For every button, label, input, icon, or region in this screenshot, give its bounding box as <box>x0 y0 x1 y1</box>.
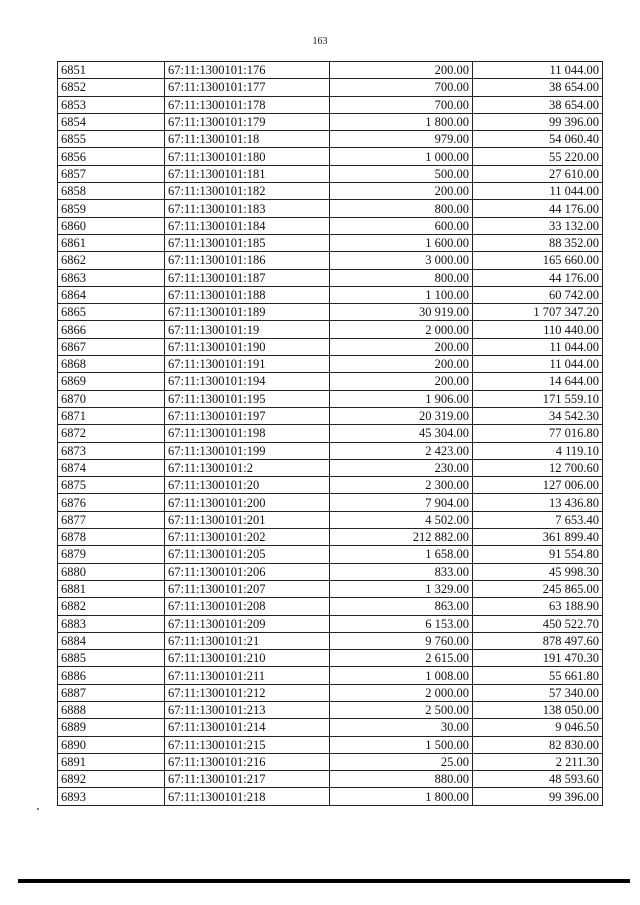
table-row <box>58 234 603 251</box>
area-cell: 6 153.00 <box>330 615 473 632</box>
area-cell: 1 100.00 <box>330 286 473 303</box>
cadastral-number-cell: 67:11:1300101:201 <box>165 511 330 528</box>
table-row <box>58 425 603 442</box>
row-number-cell: 6885 <box>58 650 165 667</box>
row-number-cell: 6872 <box>58 425 165 442</box>
cadastral-number-cell: 67:11:1300101:191 <box>165 356 330 373</box>
area-cell: 30 919.00 <box>330 304 473 321</box>
row-number-cell: 6860 <box>58 217 165 234</box>
area-cell: 800.00 <box>330 269 473 286</box>
cadastral-value-cell: 55 220.00 <box>473 148 603 165</box>
row-number-cell: 6880 <box>58 563 165 580</box>
area-cell: 200.00 <box>330 373 473 390</box>
cadastral-value-cell: 127 006.00 <box>473 477 603 494</box>
page-number: 163 <box>312 36 328 47</box>
row-number-cell: 6882 <box>58 598 165 615</box>
area-cell: 2 000.00 <box>330 684 473 701</box>
table-row <box>58 736 603 753</box>
area-cell: 2 423.00 <box>330 442 473 459</box>
cadastral-value-cell: 99 396.00 <box>473 788 603 805</box>
cadastral-number-cell: 67:11:1300101:179 <box>165 113 330 130</box>
cadastral-number-cell: 67:11:1300101:18 <box>165 131 330 148</box>
area-cell: 1 800.00 <box>330 113 473 130</box>
area-cell: 1 008.00 <box>330 667 473 684</box>
area-cell: 7 904.00 <box>330 494 473 511</box>
cadastral-number-cell: 67:11:1300101:200 <box>165 494 330 511</box>
row-number-cell: 6874 <box>58 459 165 476</box>
row-number-cell: 6879 <box>58 546 165 563</box>
table-row <box>58 373 603 390</box>
row-number-cell: 6888 <box>58 701 165 718</box>
cadastral-value-cell: 27 610.00 <box>473 165 603 182</box>
area-cell: 230.00 <box>330 459 473 476</box>
cadastral-number-cell: 67:11:1300101:197 <box>165 407 330 424</box>
row-number-cell: 6867 <box>58 338 165 355</box>
row-number-cell: 6875 <box>58 477 165 494</box>
cadastral-number-cell: 67:11:1300101:189 <box>165 304 330 321</box>
area-cell: 2 615.00 <box>330 650 473 667</box>
table-row <box>58 477 603 494</box>
row-number-cell: 6890 <box>58 736 165 753</box>
cadastral-value-cell: 110 440.00 <box>473 321 603 338</box>
cadastral-number-cell: 67:11:1300101:21 <box>165 632 330 649</box>
row-number-cell: 6854 <box>58 113 165 130</box>
table-row <box>58 269 603 286</box>
cadastral-number-cell: 67:11:1300101:176 <box>165 62 330 79</box>
area-cell: 4 502.00 <box>330 511 473 528</box>
row-number-cell: 6886 <box>58 667 165 684</box>
table-row <box>58 113 603 130</box>
table-row <box>58 650 603 667</box>
table-row <box>58 200 603 217</box>
cadastral-value-cell: 33 132.00 <box>473 217 603 234</box>
cadastral-number-cell: 67:11:1300101:217 <box>165 771 330 788</box>
row-number-cell: 6884 <box>58 632 165 649</box>
cadastral-value-cell: 450 522.70 <box>473 615 603 632</box>
row-number-cell: 6870 <box>58 390 165 407</box>
area-cell: 1 906.00 <box>330 390 473 407</box>
cadastral-value-cell: 48 593.60 <box>473 771 603 788</box>
table-row <box>58 529 603 546</box>
cadastral-value-table <box>57 61 603 806</box>
cadastral-number-cell: 67:11:1300101:185 <box>165 234 330 251</box>
row-number-cell: 6852 <box>58 79 165 96</box>
cadastral-number-cell: 67:11:1300101:182 <box>165 183 330 200</box>
cadastral-value-cell: 11 044.00 <box>473 62 603 79</box>
row-number-cell: 6851 <box>58 62 165 79</box>
table-row <box>58 459 603 476</box>
row-number-cell: 6853 <box>58 96 165 113</box>
cadastral-number-cell: 67:11:1300101:205 <box>165 546 330 563</box>
row-number-cell: 6871 <box>58 407 165 424</box>
table-body <box>58 62 603 806</box>
area-cell: 1 329.00 <box>330 580 473 597</box>
cadastral-number-cell: 67:11:1300101:194 <box>165 373 330 390</box>
table-row <box>58 684 603 701</box>
cadastral-value-cell: 11 044.00 <box>473 356 603 373</box>
table-row <box>58 771 603 788</box>
table-row <box>58 252 603 269</box>
area-cell: 700.00 <box>330 79 473 96</box>
cadastral-value-cell: 9 046.50 <box>473 719 603 736</box>
area-cell: 880.00 <box>330 771 473 788</box>
row-number-cell: 6881 <box>58 580 165 597</box>
area-cell: 30.00 <box>330 719 473 736</box>
area-cell: 3 000.00 <box>330 252 473 269</box>
cadastral-number-cell: 67:11:1300101:2 <box>165 459 330 476</box>
area-cell: 1 800.00 <box>330 788 473 805</box>
cadastral-value-cell: 34 542.30 <box>473 407 603 424</box>
row-number-cell: 6869 <box>58 373 165 390</box>
area-cell: 200.00 <box>330 183 473 200</box>
row-number-cell: 6864 <box>58 286 165 303</box>
cadastral-number-cell: 67:11:1300101:180 <box>165 148 330 165</box>
cadastral-number-cell: 67:11:1300101:20 <box>165 477 330 494</box>
cadastral-number-cell: 67:11:1300101:211 <box>165 667 330 684</box>
row-number-cell: 6889 <box>58 719 165 736</box>
table-row <box>58 79 603 96</box>
cadastral-value-cell: 77 016.80 <box>473 425 603 442</box>
table-row <box>58 321 603 338</box>
row-number-cell: 6887 <box>58 684 165 701</box>
cadastral-number-cell: 67:11:1300101:188 <box>165 286 330 303</box>
table-row <box>58 407 603 424</box>
table-row <box>58 580 603 597</box>
area-cell: 800.00 <box>330 200 473 217</box>
cadastral-value-cell: 138 050.00 <box>473 701 603 718</box>
area-cell: 1 000.00 <box>330 148 473 165</box>
table-row <box>58 667 603 684</box>
row-number-cell: 6863 <box>58 269 165 286</box>
table-row <box>58 494 603 511</box>
cadastral-value-cell: 12 700.60 <box>473 459 603 476</box>
table-row <box>58 719 603 736</box>
cadastral-number-cell: 67:11:1300101:183 <box>165 200 330 217</box>
cadastral-number-cell: 67:11:1300101:19 <box>165 321 330 338</box>
cadastral-value-cell: 44 176.00 <box>473 200 603 217</box>
row-number-cell: 6866 <box>58 321 165 338</box>
row-number-cell: 6865 <box>58 304 165 321</box>
table-row <box>58 217 603 234</box>
cadastral-value-cell: 1 707 347.20 <box>473 304 603 321</box>
row-number-cell: 6859 <box>58 200 165 217</box>
cadastral-value-cell: 14 644.00 <box>473 373 603 390</box>
table-row <box>58 753 603 770</box>
table-row <box>58 148 603 165</box>
cadastral-value-cell: 82 830.00 <box>473 736 603 753</box>
cadastral-value-cell: 44 176.00 <box>473 269 603 286</box>
cadastral-value-cell: 57 340.00 <box>473 684 603 701</box>
cadastral-number-cell: 67:11:1300101:177 <box>165 79 330 96</box>
table-row <box>58 615 603 632</box>
cadastral-number-cell: 67:11:1300101:199 <box>165 442 330 459</box>
area-cell: 200.00 <box>330 356 473 373</box>
table-row <box>58 165 603 182</box>
row-number-cell: 6855 <box>58 131 165 148</box>
area-cell: 20 319.00 <box>330 407 473 424</box>
table-row <box>58 788 603 805</box>
cadastral-value-cell: 165 660.00 <box>473 252 603 269</box>
cadastral-value-cell: 45 998.30 <box>473 563 603 580</box>
cadastral-value-cell: 2 211.30 <box>473 753 603 770</box>
cadastral-number-cell: 67:11:1300101:218 <box>165 788 330 805</box>
area-cell: 212 882.00 <box>330 529 473 546</box>
cadastral-number-cell: 67:11:1300101:186 <box>165 252 330 269</box>
cadastral-value-cell: 7 653.40 <box>473 511 603 528</box>
table-row <box>58 546 603 563</box>
area-cell: 833.00 <box>330 563 473 580</box>
table-row <box>58 356 603 373</box>
row-number-cell: 6883 <box>58 615 165 632</box>
cadastral-number-cell: 67:11:1300101:195 <box>165 390 330 407</box>
area-cell: 1 600.00 <box>330 234 473 251</box>
cadastral-value-cell: 91 554.80 <box>473 546 603 563</box>
cadastral-number-cell: 67:11:1300101:207 <box>165 580 330 597</box>
cadastral-value-cell: 54 060.40 <box>473 131 603 148</box>
area-cell: 1 500.00 <box>330 736 473 753</box>
cadastral-number-cell: 67:11:1300101:213 <box>165 701 330 718</box>
cadastral-value-cell: 361 899.40 <box>473 529 603 546</box>
cadastral-number-cell: 67:11:1300101:181 <box>165 165 330 182</box>
table-row <box>58 390 603 407</box>
area-cell: 2 300.00 <box>330 477 473 494</box>
bottom-rule <box>18 879 630 883</box>
cadastral-number-cell: 67:11:1300101:212 <box>165 684 330 701</box>
cadastral-value-cell: 38 654.00 <box>473 96 603 113</box>
cadastral-value-cell: 63 188.90 <box>473 598 603 615</box>
row-number-cell: 6877 <box>58 511 165 528</box>
area-cell: 200.00 <box>330 62 473 79</box>
area-cell: 600.00 <box>330 217 473 234</box>
area-cell: 500.00 <box>330 165 473 182</box>
cadastral-value-cell: 55 661.80 <box>473 667 603 684</box>
cadastral-number-cell: 67:11:1300101:190 <box>165 338 330 355</box>
cadastral-value-cell: 4 119.10 <box>473 442 603 459</box>
row-number-cell: 6857 <box>58 165 165 182</box>
table-row <box>58 442 603 459</box>
table-row <box>58 304 603 321</box>
table-row <box>58 96 603 113</box>
row-number-cell: 6861 <box>58 234 165 251</box>
cadastral-value-cell: 11 044.00 <box>473 183 603 200</box>
cadastral-value-cell: 38 654.00 <box>473 79 603 96</box>
cadastral-value-cell: 171 559.10 <box>473 390 603 407</box>
area-cell: 45 304.00 <box>330 425 473 442</box>
table-row <box>58 338 603 355</box>
row-number-cell: 6858 <box>58 183 165 200</box>
cadastral-value-cell: 11 044.00 <box>473 338 603 355</box>
table-row <box>58 511 603 528</box>
row-number-cell: 6868 <box>58 356 165 373</box>
cadastral-number-cell: 67:11:1300101:215 <box>165 736 330 753</box>
cadastral-number-cell: 67:11:1300101:206 <box>165 563 330 580</box>
table-row <box>58 131 603 148</box>
area-cell: 700.00 <box>330 96 473 113</box>
table-row <box>58 286 603 303</box>
area-cell: 863.00 <box>330 598 473 615</box>
cadastral-number-cell: 67:11:1300101:198 <box>165 425 330 442</box>
cadastral-number-cell: 67:11:1300101:184 <box>165 217 330 234</box>
cadastral-number-cell: 67:11:1300101:202 <box>165 529 330 546</box>
row-number-cell: 6893 <box>58 788 165 805</box>
table-row <box>58 598 603 615</box>
cadastral-number-cell: 67:11:1300101:209 <box>165 615 330 632</box>
area-cell: 1 658.00 <box>330 546 473 563</box>
cadastral-value-cell: 191 470.30 <box>473 650 603 667</box>
area-cell: 2 500.00 <box>330 701 473 718</box>
cadastral-number-cell: 67:11:1300101:187 <box>165 269 330 286</box>
table-row <box>58 563 603 580</box>
area-cell: 9 760.00 <box>330 632 473 649</box>
cadastral-value-cell: 99 396.00 <box>473 113 603 130</box>
row-number-cell: 6892 <box>58 771 165 788</box>
cadastral-value-cell: 878 497.60 <box>473 632 603 649</box>
table-row <box>58 183 603 200</box>
row-number-cell: 6876 <box>58 494 165 511</box>
table-row <box>58 632 603 649</box>
cadastral-value-cell: 245 865.00 <box>473 580 603 597</box>
table-row <box>58 701 603 718</box>
cadastral-number-cell: 67:11:1300101:216 <box>165 753 330 770</box>
area-cell: 25.00 <box>330 753 473 770</box>
cadastral-value-cell: 60 742.00 <box>473 286 603 303</box>
area-cell: 979.00 <box>330 131 473 148</box>
area-cell: 200.00 <box>330 338 473 355</box>
cadastral-number-cell: 67:11:1300101:214 <box>165 719 330 736</box>
row-number-cell: 6856 <box>58 148 165 165</box>
table-row <box>58 62 603 79</box>
row-number-cell: 6862 <box>58 252 165 269</box>
cadastral-value-cell: 88 352.00 <box>473 234 603 251</box>
row-number-cell: 6873 <box>58 442 165 459</box>
cadastral-number-cell: 67:11:1300101:208 <box>165 598 330 615</box>
cadastral-number-cell: 67:11:1300101:210 <box>165 650 330 667</box>
scan-dot <box>37 808 39 810</box>
row-number-cell: 6891 <box>58 753 165 770</box>
row-number-cell: 6878 <box>58 529 165 546</box>
area-cell: 2 000.00 <box>330 321 473 338</box>
cadastral-value-cell: 13 436.80 <box>473 494 603 511</box>
cadastral-number-cell: 67:11:1300101:178 <box>165 96 330 113</box>
